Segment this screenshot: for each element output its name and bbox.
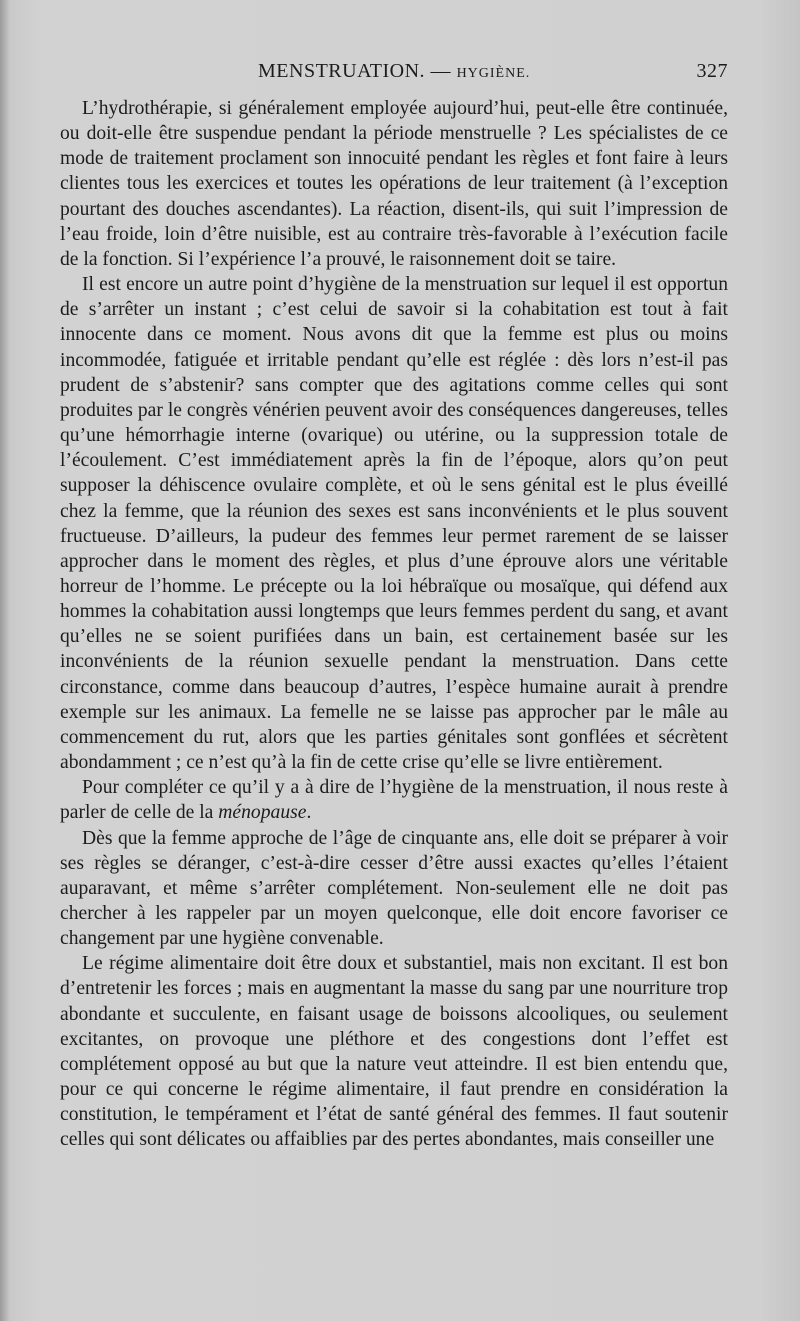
paragraph-diet: Le régime alimentaire doit être doux et substantiel, mais non excitant. Il est bon d’entretenir les forces ; mais en augmentant la masse du sang par une nourriture trop abondante et succulente, en faisant usage de boissons alcooliques, ou seulement excitantes, on provoque une pléthore et des congestions dont l’effet est complétement opposé au but que la nature veut atteindre. Il est bien entendu que, pour ce qui concerne le régime alimentaire, il faut prendre en considération la constitution, le tempérament et l’état de santé général des femmes. Il faut soutenir celles qui sont délicates ou affaiblies par des pertes abondantes, mais conseiller une <box>60 953 728 1151</box>
body-text <box>60 96 728 1153</box>
page-number: 327 <box>696 60 728 82</box>
menopause-emphasis: ménopause <box>218 802 307 824</box>
paragraph-cohabitation: Il est encore un autre point d’hygiène de la menstruation sur lequel il est opportun de s’arrêter un instant ; c’est celui de savoir si la cohabitation est tout à fait innocente dans ce moment. Nous avons dit que la femme est plus ou moins incommodée, fatiguée et irritable pendant qu’elle est réglée : dès lors n’est-il pas prudent de s’abstenir? sans compter que des agitations comme celles qui sont produites par le congrès vénérien peuvent avoir des conséquences dangereuses, telles qu’une hémorrhagie interne (ovarique) ou utérine, ou la suppression totale de l’écoulement. C’est immédiatement après la fin de l’époque, alors qu’on peut supposer la déhiscence ovulaire complète, et où le sens génital est le plus éveillé chez la femme, que la réunion des sexes est sans inconvénients et le plus souvent fructueuse. D’ailleurs, la pudeur des femmes leur permet rarement de se laisser approcher dans le moment des règles, et plus d’une éprouve alors une véritable horreur de l’homme. Le précepte ou la loi hébraïque ou mosaïque, qui défend aux hommes la cohabitation aussi longtemps que leurs femmes perdent du sang, et avant qu’elles ne se soient purifiées dans un bain, est certainement basée sur les inconvénients de la réunion sexuelle pendant la menstruation. Dans cette circonstance, comme dans beaucoup d’autres, l’espèce humaine aurait à prendre exemple sur les animaux. La femelle ne se laisse pas approcher par le mâle au commencement du rut, alors que les parties génitales sont gonflées et sécrètent abondamment ; ce n’est qu’à la fin de cette crise qu’elle se livre entièrement. <box>60 274 728 774</box>
paragraph-menopause-intro-text: Pour compléter ce qu’il y a à dire de l’hygiène de la menstruation, il nous reste à parler de celle de la <box>60 777 728 824</box>
running-title-main: MENSTRUATION. — <box>258 60 457 82</box>
paragraph-age-fifty: Dès que la femme approche de l’âge de cinquante ans, elle doit se préparer à voir ses règles se déranger, c’est-à-dire cesser d’être aussi exactes qu’elles l’étaient auparavant, et même s’arrêter complétement. Non-seulement elle ne doit pas chercher à les rappeler par un moyen quelconque, elle doit encore favoriser ce changement par une hygiène convenable. <box>60 827 728 950</box>
running-title-sub: HYGIÈNE. <box>456 66 531 81</box>
running-title <box>258 60 530 83</box>
paragraph-menopause-intro <box>60 775 728 825</box>
paragraph-hydrotherapy: L’hydrothérapie, si généralement employée aujourd’hui, peut-elle être continuée, ou doit-elle être suspendue pendant la période menstruelle ? Les spécialistes de ce mode de traitement proclament son innocuité pendant les règles et font faire à leurs clientes tous les exercices et toutes les opérations de leur traitement (à l’exception pourtant des douches ascendantes). La réaction, disent-ils, qui suit l’impression de l’eau froide, loin d’être nuisible, est au contraire très-favorable à l’exécution facile de la fonction. Si l’expérience l’a prouvé, le raisonnement doit se taire. <box>60 98 728 270</box>
paragraph-menopause-intro-end: . <box>306 802 312 824</box>
running-header <box>60 60 728 86</box>
